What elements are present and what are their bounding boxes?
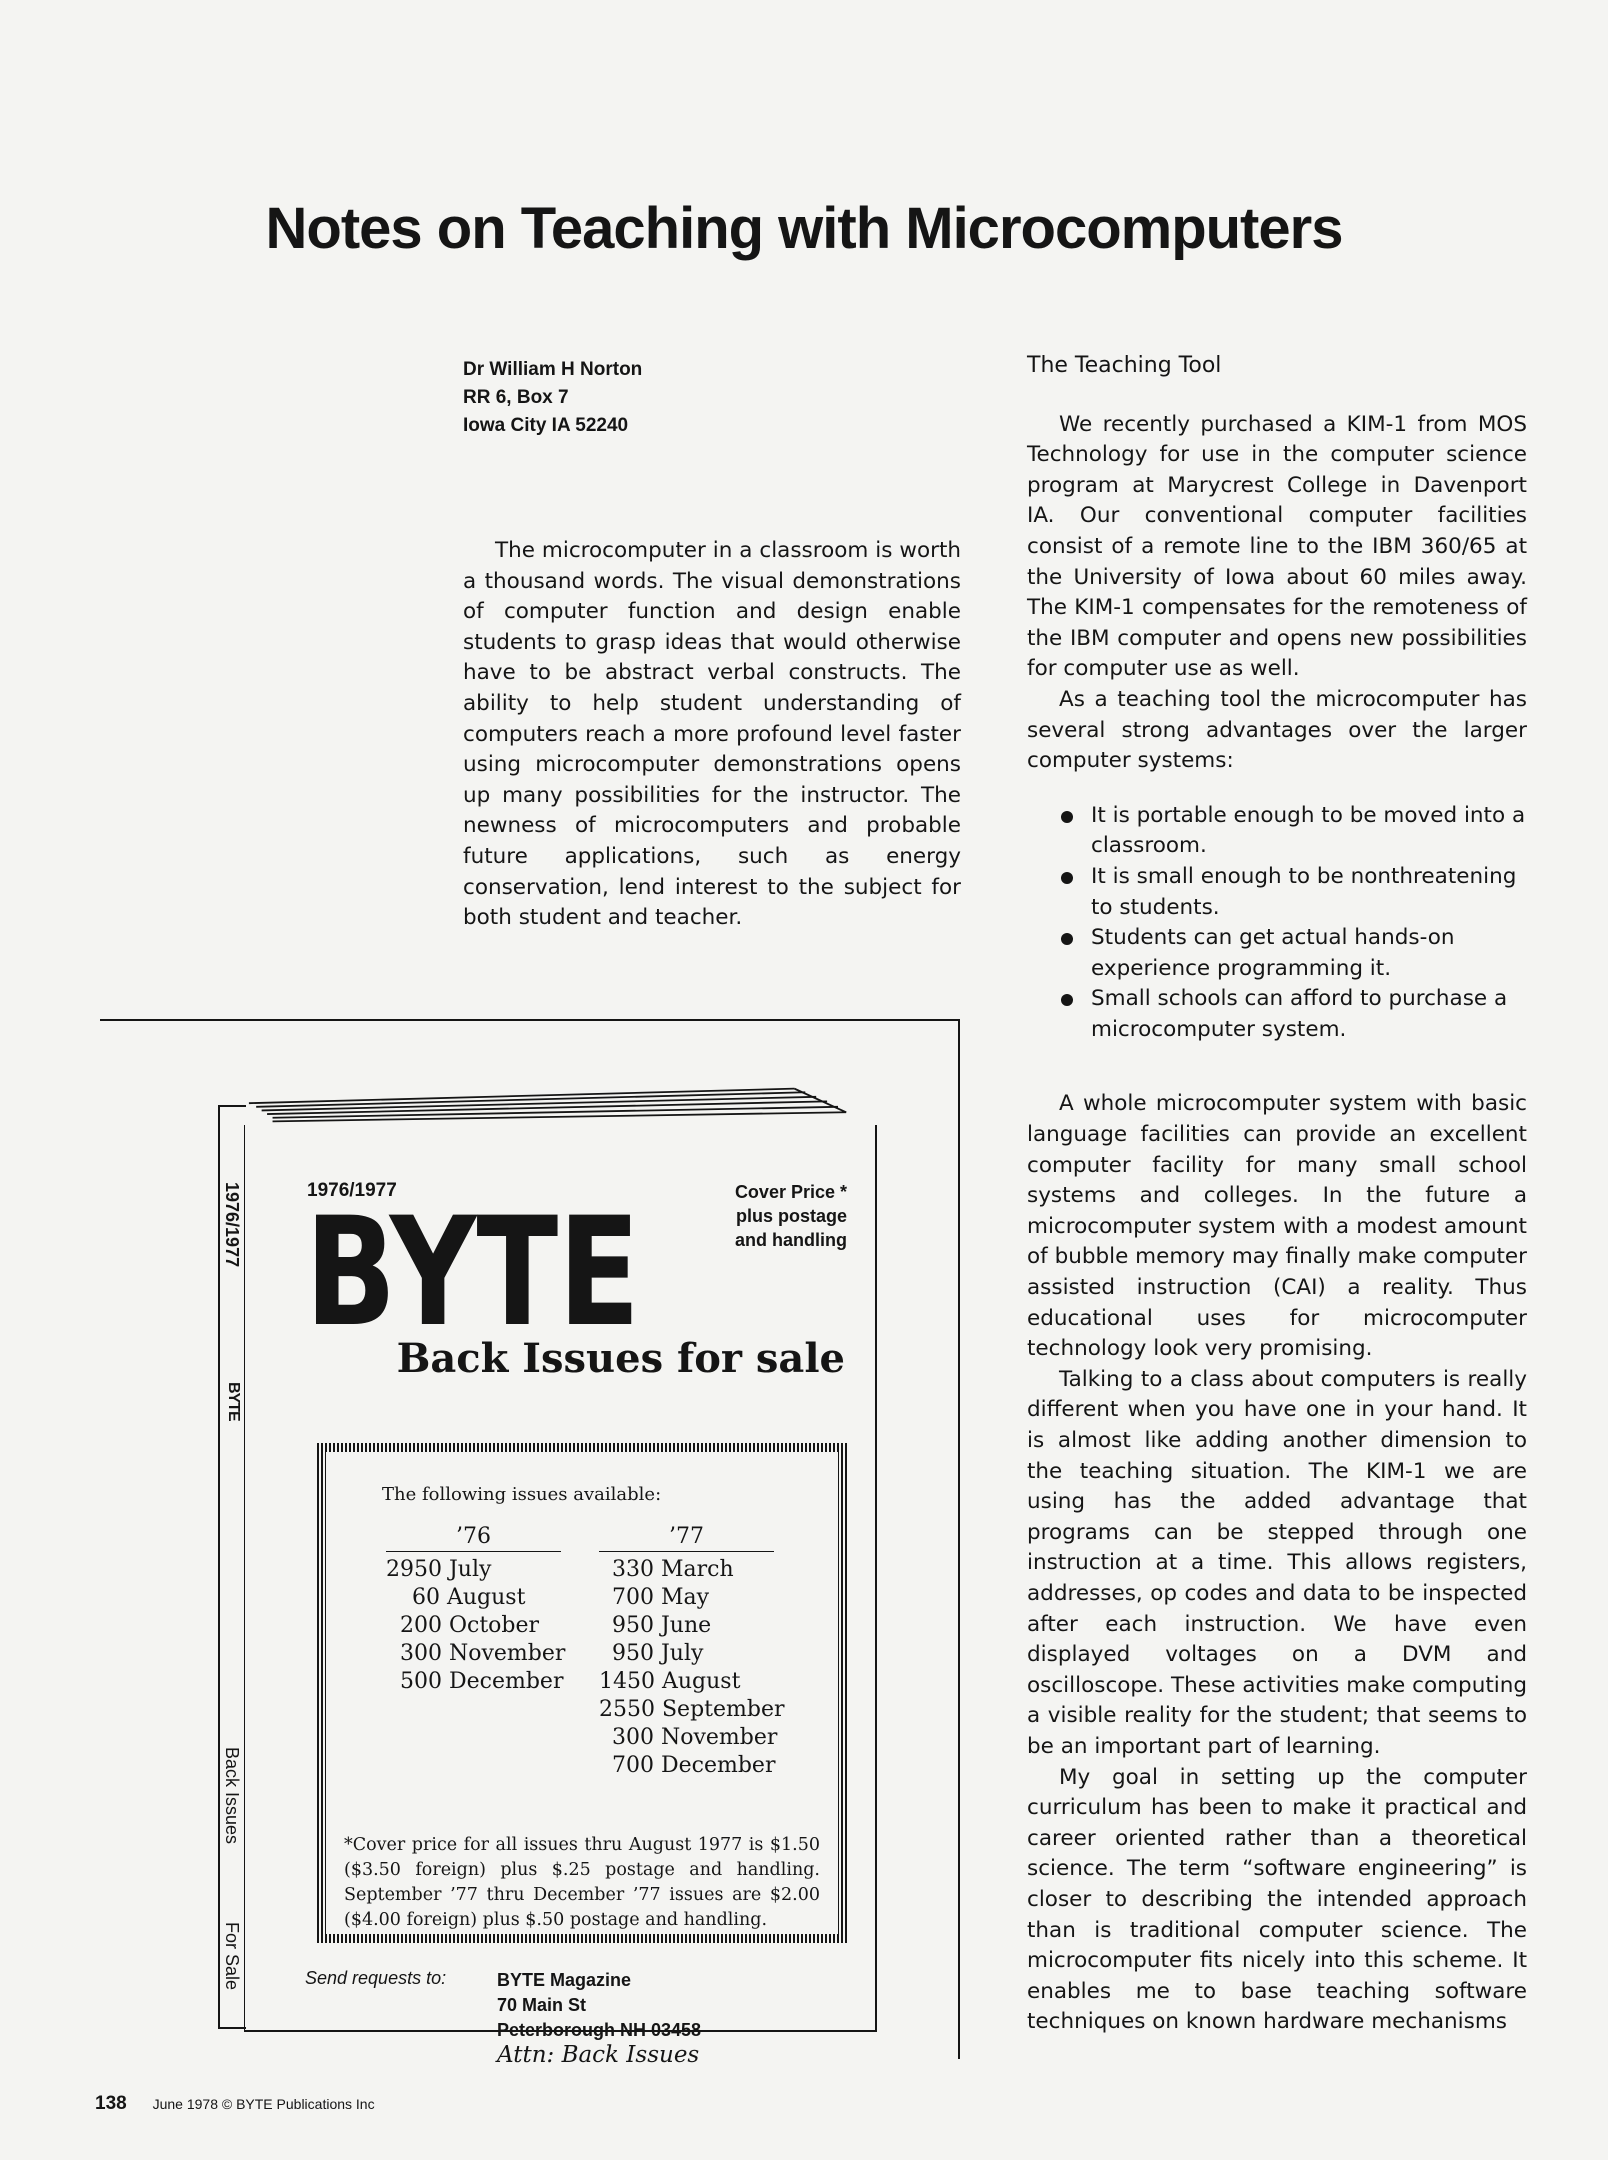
list-item: Students can get actual hands-on experience programming it. (1027, 923, 1527, 984)
issues-list-box (317, 1443, 847, 1943)
intro-paragraph-block (463, 536, 961, 934)
address-street: 70 Main St (497, 1995, 587, 2015)
author-address-line1: RR 6, Box 7 (463, 387, 569, 408)
issue-row: 500 December (400, 1669, 564, 1694)
issue-row: 60 August (412, 1585, 526, 1610)
footer-credit: June 1978 © BYTE Publications Inc (152, 2096, 375, 2112)
list-item: It is portable enough to be moved into a classroom. (1027, 801, 1527, 862)
author-name: Dr William H Norton (463, 359, 643, 380)
issue-row: 300 November (612, 1725, 778, 1750)
article-title: Notes on Teaching with Microcomputers (265, 196, 1343, 261)
back-issues-ad (218, 1085, 898, 2068)
issues-1977-column (599, 1523, 785, 1780)
spine-label-for-sale: For Sale (222, 1922, 242, 1991)
page-number: 138 (95, 2093, 127, 2114)
issue-row: 200 October (400, 1613, 540, 1638)
book-cover (244, 1125, 877, 2068)
send-requests-label: Send requests to: (305, 1968, 447, 1988)
back-issues-headline: Back Issues for sale (396, 1335, 845, 1382)
issue-row: 700 May (612, 1585, 710, 1610)
book-page-edges (218, 1085, 898, 1125)
byte-logo-text: BYTE (305, 1212, 640, 1337)
cover-price-note (735, 1180, 847, 1252)
issue-row: 2950 July (386, 1557, 492, 1582)
book-spine (218, 1105, 246, 2029)
issue-row: 950 June (612, 1613, 712, 1638)
list-item: It is small enough to be nonthreatening to students. (1027, 862, 1527, 923)
author-block (463, 356, 642, 440)
section-heading: The Teaching Tool (1027, 353, 1222, 378)
address-city: Peterborough NH 03458 (497, 2020, 702, 2040)
spine-logo: BYTE (225, 1382, 242, 1421)
issue-row: 1450 August (599, 1669, 741, 1694)
advantages-list (1027, 801, 1527, 1046)
paragraph-1: We recently purchased a KIM-1 from MOS Technology for use in the computer science program at Marycrest College in Davenport IA. Our conventional computer facilities consist of a remote line to the IBM 360/65 at the University of Iowa about 60 miles away. The KIM-1 compensates for the remoteness of the IBM computer and opens new possibilities for computer use as well. (1027, 411, 1527, 682)
issues-columns (344, 1523, 820, 1778)
paragraph-5: My goal in setting up the computer curriculum has been to make it practical and career oriented rather than a theoretical science. The term “software engineering” is closer to describing the intended approach than is traditional computer science. The microcomputer fits nicely into this scheme. It enables me to base teaching software techniques on known hardware mechanisms (1027, 1764, 1527, 2035)
issue-row: 330 March (612, 1557, 734, 1582)
ad-top-border (100, 1019, 960, 1021)
address-attn: Attn: Back Issues (497, 2042, 700, 2068)
issue-row: 300 November (400, 1641, 566, 1666)
spine-label-back-issues: Back Issues (222, 1747, 242, 1845)
price-footnote: *Cover price for all issues thru August 1977 is $1.50 ($3.50 foreign) plus $.25 postage and handling. September ’77 thru December ’77 issues are $2.00 ($4.00 foreign) plus $.50 postage and handling. (344, 1835, 820, 1930)
issue-row: 950 July (612, 1641, 704, 1666)
issues-1976-column (386, 1523, 565, 1696)
paragraph-3: A whole microcomputer system with basic language facilities can provide an excellent computer facility for many small school systems and colleges. In the future a microcomputer system with a modest amount of bubble memory may finally make computer assisted instruction (CAI) a reality. Thus educational uses for microcomputer technology look very promising. (1027, 1091, 1527, 1362)
cover-price-line: plus postage (735, 1206, 847, 1226)
issue-row: 2550 September (599, 1697, 785, 1722)
byte-logo (305, 1212, 645, 1337)
issue-row: 700 December (612, 1753, 776, 1778)
cover-price-line: Cover Price * (734, 1182, 847, 1202)
column-header-77: ’77 (599, 1523, 774, 1552)
spine-year: 1976/1977 (222, 1182, 242, 1268)
cover-price-line: and handling (735, 1230, 847, 1250)
column-header-76: ’76 (386, 1523, 561, 1552)
ad-right-border (958, 1019, 960, 2059)
issues-available-label: The following issues available: (382, 1484, 662, 1505)
author-address-line2: Iowa City IA 52240 (463, 415, 629, 436)
address-name: BYTE Magazine (497, 1970, 632, 1990)
paragraph-4: Talking to a class about computers is really different when you have one in your hand. It is almost like adding another dimension to the teaching situation. The KIM-1 we are using has the added advantage that programs can be stepped through one instruction at a time. This allows registers, addresses, op codes and data to be inspected after each instruction. We have even displayed voltages on a DVM and oscilloscope. These activities make computing a visible reality for the student; that seems to be an important part of learning. (1027, 1366, 1527, 1759)
page-footer (95, 2093, 375, 2115)
right-column (1027, 351, 1527, 2038)
paragraph-2: As a teaching tool the microcomputer has several strong advantages over the larger computer systems: (1027, 686, 1527, 774)
cover-year: 1976/1977 (307, 1180, 397, 1201)
list-item: Small schools can afford to purchase a microcomputer system. (1027, 984, 1527, 1045)
byte-address (497, 1968, 701, 2068)
intro-paragraph: The microcomputer in a classroom is worth a thousand words. The visual demonstrations of computer function and design enable students to grasp ideas that would otherwise have to be abstract verbal constructs. The ability to help student understanding of computers reach a more profound level faster using microcomputer demonstrations opens up many possibilities for the instructor. The newness of microcomputers and probable future applications, such as energy conservation, lend interest to the subject for both student and teacher. (463, 538, 961, 931)
